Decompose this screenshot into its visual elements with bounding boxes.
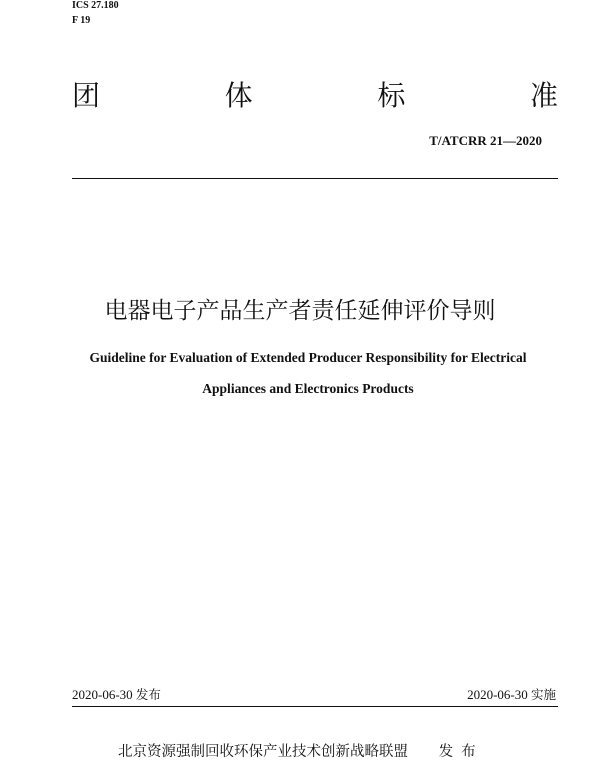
implement-date-label: 实施	[530, 687, 556, 702]
english-title	[40, 342, 576, 404]
publish-date-value: 2020-06-30	[72, 687, 133, 702]
english-title-line-2: Appliances and Electronics Products	[202, 381, 414, 396]
standard-type-heading	[72, 80, 558, 112]
standard-code: T/ATCRR 21—2020	[429, 133, 542, 148]
standard-type-char: 团	[72, 79, 101, 112]
standard-type-char: 准	[529, 79, 558, 112]
english-title-line-1: Guideline for Evaluation of Extended Producer Responsibility for Electrical	[89, 350, 527, 365]
issuer-name: 北京资源强制回收环保产业技术创新战略联盟	[118, 744, 408, 760]
chinese-title: 电器电子产品生产者责任延伸评价导则	[104, 298, 496, 324]
publish-date-label: 发布	[135, 687, 161, 702]
standard-type-char: 体	[224, 79, 253, 112]
ccs-code: F 19	[72, 15, 91, 26]
bottom-divider	[72, 706, 558, 707]
issuer-line	[118, 742, 484, 762]
implement-date	[467, 687, 556, 703]
implement-date-value: 2020-06-30	[467, 687, 528, 702]
classification-codes	[72, 0, 119, 30]
standard-type-char: 标	[377, 79, 406, 112]
ics-code: ICS 27.180	[72, 0, 119, 11]
issuer-verb: 发布	[438, 744, 484, 760]
publish-date	[72, 687, 161, 703]
top-divider	[72, 178, 558, 179]
